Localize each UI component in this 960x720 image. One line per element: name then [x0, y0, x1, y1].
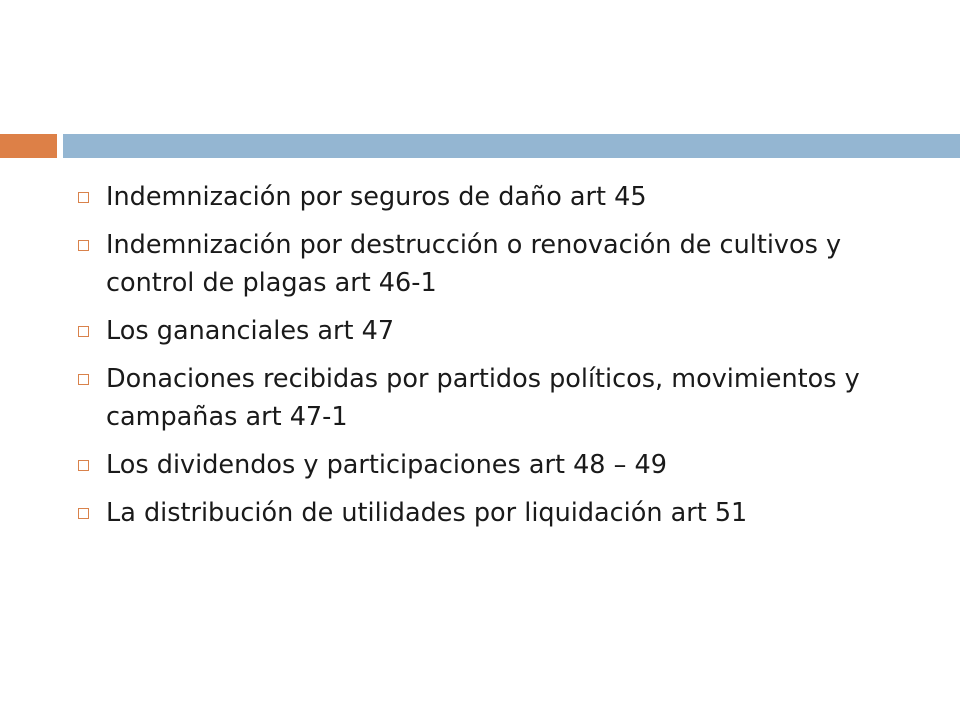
bullet-text: Indemnización por seguros de daño art 45: [106, 182, 647, 212]
bullet-text: Donaciones recibidas por partidos políticos, movimientos y campañas art 47-1: [106, 364, 860, 432]
bullet-item: [76, 226, 936, 302]
square-bullet-icon: [78, 240, 89, 251]
bullet-item: [76, 360, 936, 436]
square-bullet-icon: [78, 326, 89, 337]
bullet-text: Indemnización por destrucción o renovación de cultivos y control de plagas art 46-1: [106, 230, 842, 298]
bullet-item: [76, 178, 936, 216]
square-bullet-icon: [78, 374, 89, 385]
bullet-item: [76, 312, 936, 350]
bullet-list: [76, 178, 936, 542]
bullet-text: Los gananciales art 47: [106, 316, 395, 346]
accent-bar-orange: [0, 134, 57, 158]
bullet-item: [76, 494, 936, 532]
bullet-text: La distribución de utilidades por liquidación art 51: [106, 498, 748, 528]
accent-bar-blue: [63, 134, 960, 158]
square-bullet-icon: [78, 192, 89, 203]
bullet-text: Los dividendos y participaciones art 48 – 49: [106, 450, 667, 480]
square-bullet-icon: [78, 508, 89, 519]
square-bullet-icon: [78, 460, 89, 471]
bullet-item: [76, 446, 936, 484]
